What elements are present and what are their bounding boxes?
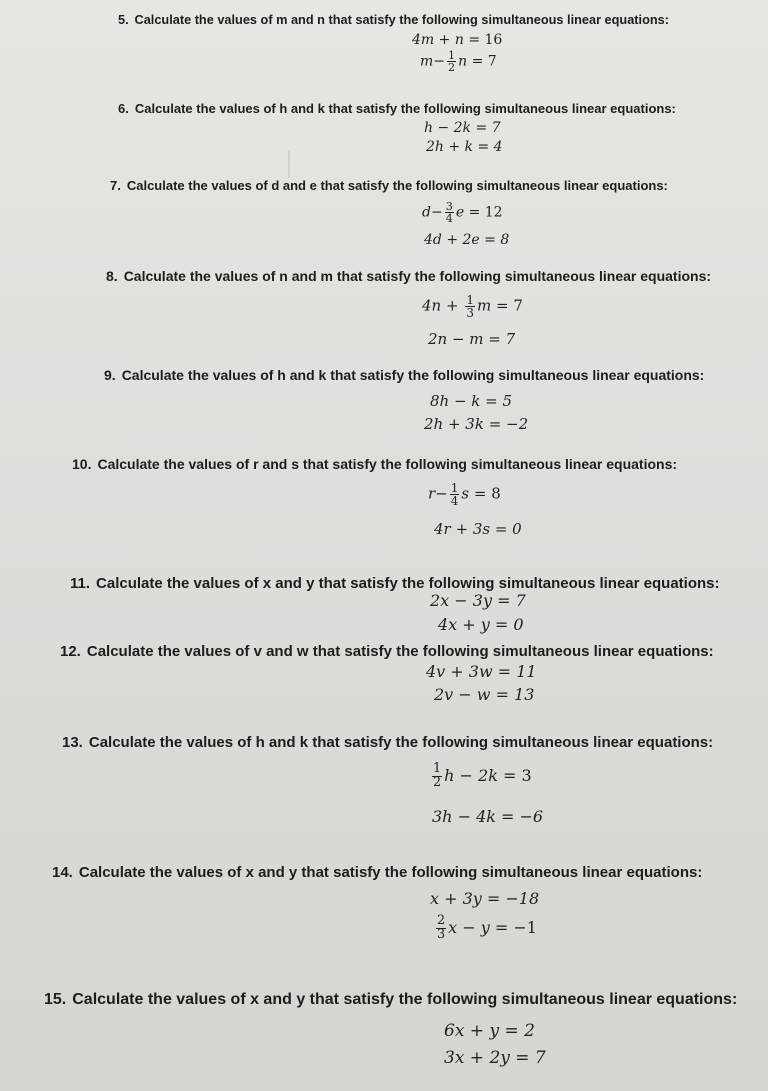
- equation-2: 3h − 4k = −6: [432, 807, 544, 826]
- equation-2: m− $\frac{1}{2}$ n = 7: [420, 49, 497, 75]
- fraction: $\frac{1}{3}$: [466, 293, 474, 320]
- prompt-text: Calculate the values of d and e that satisfy the following simultaneous linear equations:: [126, 178, 668, 193]
- prompt-text: Calculate the values of x and y that satisfy the following simultaneous linear equations:: [72, 991, 738, 1008]
- equation-1: $\frac{1}{2}$ h − 2k = 3: [433, 761, 532, 790]
- problem-prompt: [106, 268, 711, 284]
- prompt-text: Calculate the values of v and w that satisfy the following simultaneous linear equations:: [86, 643, 714, 660]
- prompt-text: Calculate the values of x and y that satisfy the following simultaneous linear equations:: [78, 864, 703, 881]
- equation-2: 4d + 2e = 8: [424, 232, 510, 248]
- problem-number: 13.: [62, 734, 83, 751]
- prompt-text: Calculate the values of h and k that satisfy the following simultaneous linear equations:: [134, 101, 676, 116]
- fraction: $\frac{1}{2}$: [448, 49, 456, 75]
- fraction: $\frac{1}{2}$: [433, 761, 442, 790]
- equation-1: 8h − k = 5: [430, 392, 513, 410]
- equation-2: 2h + 3k = −2: [424, 415, 529, 433]
- problem-prompt: [62, 734, 713, 751]
- equation-1: x + 3y = −18: [430, 889, 540, 908]
- equation-2: $\frac{2}{3}$ x − y = −1: [437, 913, 537, 942]
- paper-crease: [288, 150, 290, 178]
- equation-1: 4n + $\frac{1}{3}$ m = 7: [422, 293, 523, 320]
- problem-number: 7.: [110, 178, 121, 193]
- equation-1: h − 2k = 7: [424, 120, 501, 136]
- equation-2: 2v − w = 13: [434, 685, 535, 704]
- equation-2: 2n − m = 7: [428, 330, 516, 348]
- equation-2: 4r + 3s = 0: [434, 520, 522, 538]
- problem-number: 8.: [106, 268, 118, 284]
- equation-1: 4m + n = 16: [412, 32, 503, 48]
- problem-prompt: [70, 575, 720, 592]
- prompt-text: Calculate the values of r and s that satisfy the following simultaneous linear equations:: [97, 456, 678, 472]
- prompt-text: Calculate the values of n and m that satisfy the following simultaneous linear equations:: [123, 268, 712, 284]
- fraction: $\frac{2}{3}$: [437, 913, 446, 942]
- problem-number: 12.: [60, 643, 81, 660]
- equation-2: 3x + 2y = 7: [444, 1048, 546, 1068]
- problem-prompt: [104, 367, 704, 383]
- fraction: $\frac{1}{4}$: [450, 481, 459, 508]
- problem-prompt: [60, 643, 714, 660]
- problem-prompt: [118, 101, 676, 116]
- problem-number: 15.: [44, 991, 67, 1008]
- problem-prompt: [44, 991, 737, 1009]
- problem-number: 6.: [118, 101, 129, 116]
- fraction: $\frac{3}{4}$: [445, 200, 453, 226]
- problem-number: 14.: [52, 864, 73, 881]
- prompt-text: Calculate the values of m and n that satisfy the following simultaneous linear equations:: [134, 12, 669, 27]
- equation-1: d− $\frac{3}{4}$ e = 12: [422, 200, 503, 226]
- equation-1: 6x + y = 2: [444, 1021, 535, 1041]
- problem-number: 10.: [72, 456, 92, 472]
- problem-number: 5.: [118, 12, 129, 27]
- problem-prompt: [118, 12, 669, 27]
- equation-1: r− $\frac{1}{4}$ s = 8: [428, 481, 501, 508]
- prompt-text: Calculate the values of x and y that satisfy the following simultaneous linear equations:: [96, 575, 720, 592]
- equation-1: 2x − 3y = 7: [430, 591, 526, 610]
- equation-2: 2h + k = 4: [426, 139, 503, 155]
- problem-prompt: [72, 456, 677, 472]
- prompt-text: Calculate the values of h and k that satisfy the following simultaneous linear equations:: [88, 734, 714, 751]
- equation-2: 4x + y = 0: [438, 615, 524, 634]
- equation-1: 4v + 3w = 11: [426, 662, 537, 681]
- problem-prompt: [110, 178, 668, 193]
- prompt-text: Calculate the values of h and k that satisfy the following simultaneous linear equations:: [121, 367, 705, 383]
- problem-number: 11.: [70, 575, 91, 592]
- problem-prompt: [52, 864, 702, 881]
- problem-number: 9.: [104, 367, 116, 383]
